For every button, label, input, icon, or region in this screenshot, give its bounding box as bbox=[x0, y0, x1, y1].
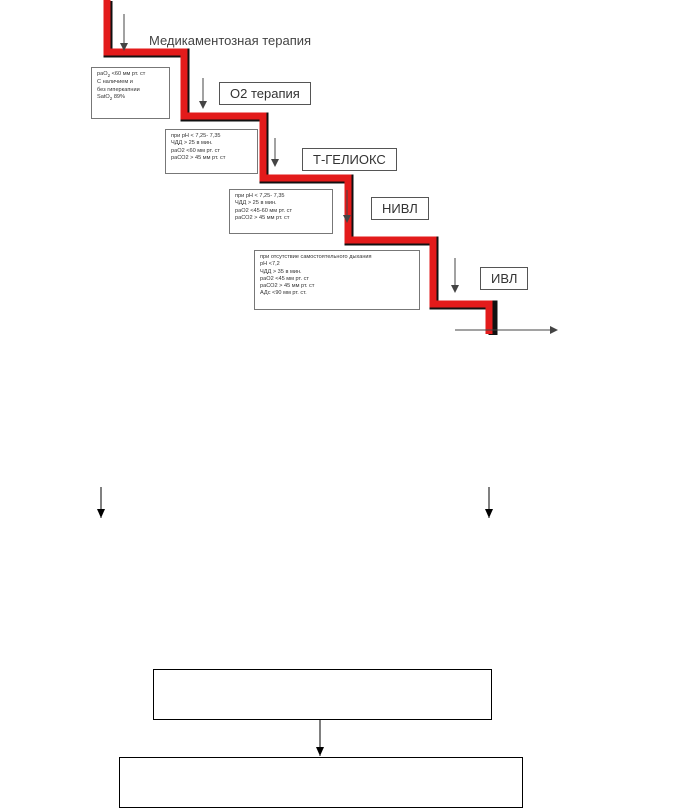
stage-helium-label: Т-ГЕЛИОКС bbox=[302, 148, 397, 171]
diagram-title: Медикаментозная терапия bbox=[149, 33, 312, 48]
criteria-line: при pH < 7,25- 7,35 bbox=[235, 193, 285, 199]
criteria-line: при pH < 7,25- 7,35 bbox=[171, 133, 221, 139]
criteria-line: раСО2 > 45 мм рт. ст bbox=[171, 154, 226, 161]
criteria-line: С наличием и bbox=[97, 79, 133, 86]
criteria-box-nivl bbox=[229, 189, 333, 234]
criteria-box-ivl bbox=[254, 250, 420, 310]
criteria-line: pH <7,2 bbox=[260, 261, 280, 268]
stage-o2-label: О2 терапия bbox=[219, 82, 311, 105]
criteria-line: SatO$_2$ 89% bbox=[97, 94, 126, 102]
criteria-line: АДс <90 мм рт. ст. bbox=[260, 290, 307, 297]
flow-box-top bbox=[153, 669, 492, 720]
criteria-line: ЧДД > 25 в мин. bbox=[171, 140, 213, 147]
criteria-line: раО2 <45 мм рт. ст bbox=[260, 275, 309, 282]
criteria-line: при отсутствие самостоятельного дыхания bbox=[260, 254, 372, 260]
criteria-line: раСО2 > 45 мм рт. ст bbox=[260, 283, 315, 290]
criteria-line: раО$_2$ <60 мм рт. ст bbox=[97, 71, 146, 79]
stage-ivl-label: ИВЛ bbox=[480, 267, 528, 290]
criteria-line: ЧДД > 25 в мин. bbox=[235, 200, 277, 207]
criteria-line: ЧДД > 35 в мин. bbox=[260, 268, 302, 275]
criteria-box-o2 bbox=[91, 67, 170, 119]
criteria-line: раО2 <60 мм рт. ст bbox=[171, 147, 220, 154]
stage-nivl-label: НИВЛ bbox=[371, 197, 429, 220]
criteria-line: раСО2 > 45 мм рт. ст bbox=[235, 214, 290, 221]
criteria-line: без гиперкапнии bbox=[97, 86, 140, 93]
criteria-box-helium bbox=[165, 129, 258, 174]
criteria-line: раО2 <45-60 мм рт. ст bbox=[235, 207, 293, 214]
flow-box-bottom bbox=[119, 757, 523, 808]
